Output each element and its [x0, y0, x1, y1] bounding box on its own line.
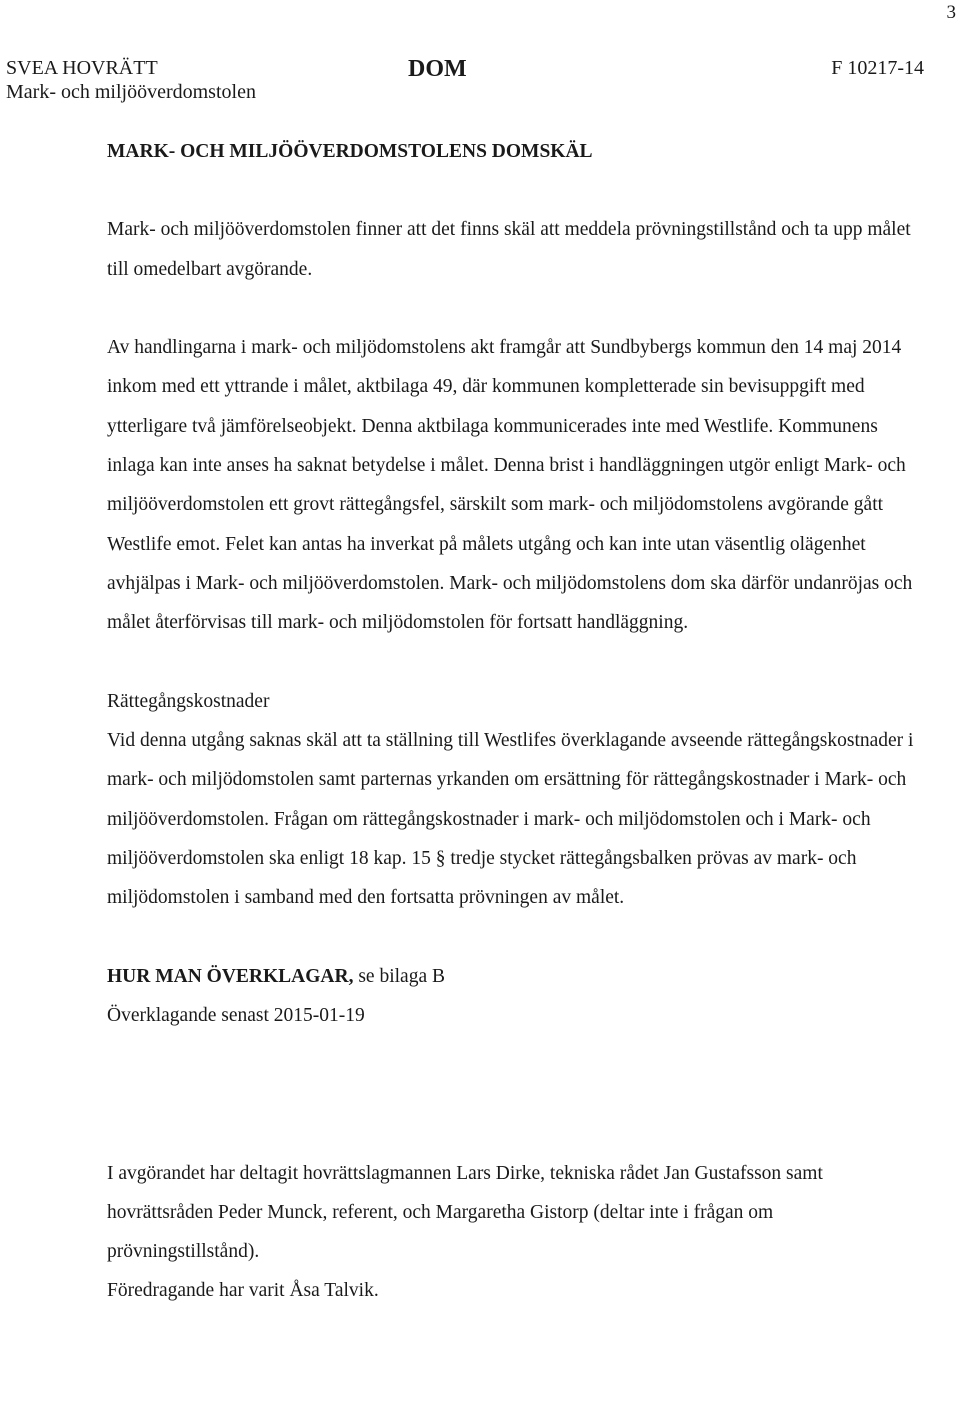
appeal-deadline: Överklagande senast 2015-01-19 [107, 1005, 365, 1027]
court-division: Mark- och miljööverdomstolen [6, 81, 256, 103]
paragraph-participants: I avgörandet har deltagit hovrättslagmannen Lars Dirke, tekniska rådet Jan Gustafsson samt hovrättsråden Peder Munck, referent, och Margaretha Gistorp (deltar inte i frågan om prövningstillstånd). [107, 1162, 823, 1263]
court-name: SVEA HOVRÄTT [6, 57, 158, 79]
paragraph-procedural-error: Av handlingarna i mark- och miljödomstolens akt framgår att Sundbybergs kommun den 14 maj 2014 inkom med ett yttrande i målet, aktbilaga 49, där kommunen kompletterade sin bevisuppgift med ytterligare två jämförelseobjekt. Denna aktbilaga kommunicerades inte med Westlife. Kommunens inlaga kan inte anses ha saknat betydelse i målet. Denna brist i handläggningen utgör enligt Mark- och miljööverdomstolen ett grovt rättegångsfel, särskilt som mark- och miljödomstolens avgörande gått Westlife emot. Felet kan antas ha inverkat på målets utgång och kan inte utan väsentlig olägenhet avhjälpas i Mark- och miljööverdomstolen. Mark- och miljödomstolens dom ska därför undanröjas och målet återförvisas till mark- och miljödomstolen för fortsatt handläggning. [107, 337, 913, 634]
costs-heading: Rättegångskostnader [107, 690, 270, 712]
paragraph-leave-to-appeal: Mark- och miljööverdomstolen finner att det finns skäl att meddela prövningstillstånd och ta upp målet till omedelbart avgörande. [107, 219, 911, 280]
paragraph-costs: Vid denna utgång saknas skäl att ta ställning till Westlifes överklagande avseende rättegångskostnader i mark- och miljödomstolen samt parternas yrkanden om ersättning för rättegångskostnader i Mark- och miljööverdomstolen. Frågan om rättegångskostnader i mark- och miljödomstolen och i Mark- och miljööverdomstolen ska enligt 18 kap. 15 § tredje stycket rättegångsbalken prövas av mark- och miljödomstolen i samband med den fortsatta prövningen av målet. [107, 730, 914, 909]
case-number: F 10217-14 [831, 57, 924, 79]
page-number: 3 [946, 2, 956, 23]
document-header [6, 56, 924, 106]
appeal-heading-bold: HUR MAN ÖVERKLAGAR, [107, 965, 354, 987]
spacer [107, 1036, 927, 1154]
appeal-heading [107, 957, 927, 996]
appeal-heading-rest: se bilaga B [353, 965, 445, 987]
rapporteur-line: Föredragande har varit Åsa Talvik. [107, 1280, 379, 1302]
document-type: DOM [408, 56, 467, 82]
spacer [107, 918, 927, 957]
spacer [107, 289, 927, 328]
spacer [107, 643, 927, 682]
section-title-reasons: MARK- OCH MILJÖÖVERDOMSTOLENS DOMSKÄL [107, 141, 593, 162]
document-body [107, 132, 927, 1311]
